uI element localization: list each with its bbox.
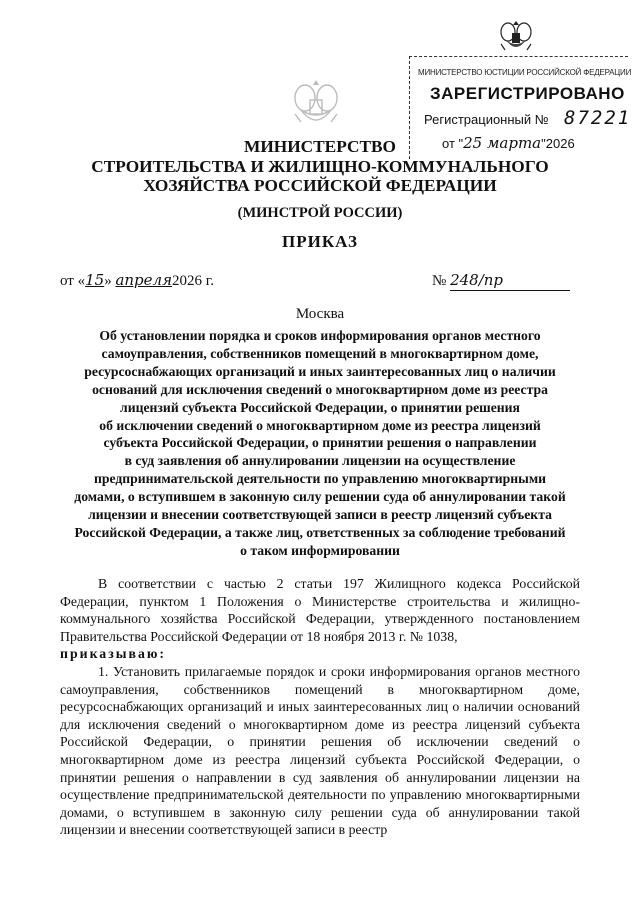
ministry-short-name: (МИНСТРОЙ РОССИИ) <box>237 205 403 221</box>
order-number <box>432 271 570 291</box>
preamble-paragraph: В соответствии с частью 2 статьи 197 Жилищного кодекса Российской Федерации, пунктом 1 Положения о Министерстве строительства и жилищно-коммунального хозяйства Российской Федерации, утвержденного постановлением Правительства Российской Федерации от 18 ноября 2013 г. № 1038, <box>60 576 580 644</box>
order-body <box>60 575 580 839</box>
title-line: о таком информировании <box>240 542 400 558</box>
title-line: домами, о вступившем в законную силу решении суда об аннулировании такой <box>74 489 566 505</box>
stamp-ministry-name: МИНИСТЕРСТВО ЮСТИЦИИ РОССИЙСКОЙ ФЕДЕРАЦИИ <box>418 68 632 77</box>
title-line: субъекта Российской Федерации, о принятии решения о направлении <box>103 435 537 451</box>
order-number-value: 248/пр <box>450 271 504 289</box>
orders-word: приказываю: <box>60 646 167 662</box>
stamp-date-prefix: от " <box>442 136 464 151</box>
order-date-day: 15 <box>85 271 105 289</box>
order-subject-title <box>60 327 580 560</box>
header-line-3: ХОЗЯЙСТВА РОССИЙСКОЙ ФЕДЕРАЦИИ <box>143 176 497 195</box>
title-line: лицензии и внесении соответствующей записи в реестр лицензий субъекта <box>88 507 552 523</box>
title-line: самоуправления, собственников помещений в многоквартирном доме, <box>101 345 539 361</box>
coat-of-arms-icon <box>291 78 341 134</box>
city: Москва <box>295 306 345 322</box>
stamp-reg-number: 87221 <box>564 107 632 129</box>
order-number-label: № <box>432 273 447 289</box>
stamp-reg-number-label: Регистрационный № <box>424 112 549 127</box>
document-type: ПРИКАЗ <box>282 232 358 251</box>
order-date-month: апреля <box>115 271 173 289</box>
title-line: оснований для исключения сведений о многоквартирном доме из реестра <box>92 381 548 397</box>
coat-of-arms-stamp-icon <box>498 18 534 58</box>
order-date-year: 2026 г. <box>172 273 214 289</box>
stamp-registered-label: ЗАРЕГИСТРИРОВАНО <box>430 84 625 103</box>
order-date-prefix: от « <box>60 273 86 289</box>
ministry-header <box>60 137 580 196</box>
header-line-2: СТРОИТЕЛЬСТВА И ЖИЛИЩНО-КОММУНАЛЬНОГО <box>91 156 549 176</box>
title-line: об исключении сведений о многоквартирном доме из реестра лицензий <box>99 417 541 433</box>
title-line: в суд заявления об аннулировании лицензии на осуществление <box>124 453 516 469</box>
item-1-paragraph: 1. Установить прилагаемые порядок и сроки информирования органов местного самоуправления, собственников помещений в многоквартирном доме, ресурсоснабжающих организаций и иных заинтересованных лиц о наличии оснований для исключения сведений о многоквартирном доме из реестра лицензий субъекта Российской Федерации, о принятии решения об исключении сведений о многоквартирном доме из реестра лицензий субъекта Российской Федерации, о принятии решения о направлении в суд заявления об аннулировании лицензии на осуществление предпринимательской деятельности по управлению многоквартирными домами, о вступившем в законную силу решении суда об аннулировании такой лицензии и внесении соответствующей записи в реестр <box>60 663 580 838</box>
stamp-date-handwritten: 25 марта <box>463 134 542 152</box>
title-line: ресурсоснабжающих организаций и иных заинтересованных лиц о наличии <box>84 363 556 379</box>
order-date-sep: » <box>104 273 116 289</box>
title-line: лицензий субъекта Российской Федерации, о принятии решения <box>120 399 520 415</box>
title-line: Об установлении порядка и сроков информирования органов местного <box>99 328 541 343</box>
stamp-date-year: "2026 <box>541 136 575 151</box>
title-line: предпринимательской деятельности по управлению многоквартирными <box>93 471 547 487</box>
order-date <box>60 271 214 290</box>
title-line: Российской Федерации, а также лиц, ответственных за соблюдение требований <box>74 524 566 540</box>
header-line-1: МИНИСТЕРСТВО <box>244 137 396 156</box>
